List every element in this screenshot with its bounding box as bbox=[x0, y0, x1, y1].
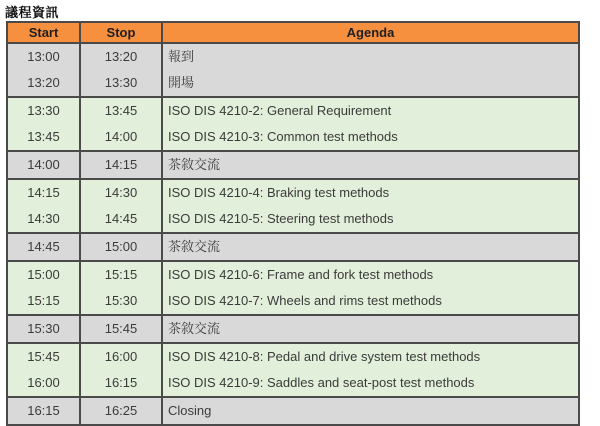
table-header-row bbox=[8, 23, 578, 44]
start-cell: 13:30 bbox=[8, 98, 81, 124]
agenda-cell: ISO DIS 4210-7: Wheels and rims test methods bbox=[168, 293, 442, 308]
stop-cell: 16:25 bbox=[81, 398, 163, 424]
table-row bbox=[8, 288, 578, 314]
column-header-agenda: Agenda bbox=[346, 25, 395, 40]
table-row bbox=[8, 316, 578, 342]
page-title: 議程資訊 bbox=[5, 5, 60, 20]
row-group bbox=[8, 96, 578, 150]
start-cell: 13:20 bbox=[8, 70, 81, 96]
agenda-cell: 茶敘交流 bbox=[168, 321, 221, 336]
agenda-cell: ISO DIS 4210-8: Pedal and drive system test methods bbox=[168, 349, 481, 364]
stop-cell: 15:45 bbox=[81, 316, 163, 342]
start-cell: 13:00 bbox=[8, 44, 81, 70]
start-cell: 15:30 bbox=[8, 316, 81, 342]
start-cell: 15:00 bbox=[8, 262, 81, 288]
start-cell: 14:30 bbox=[8, 206, 81, 232]
table-row bbox=[8, 98, 578, 124]
start-cell: 15:45 bbox=[8, 344, 81, 370]
table-row bbox=[8, 206, 578, 232]
stop-cell: 14:00 bbox=[81, 124, 163, 150]
row-group bbox=[8, 260, 578, 314]
stop-cell: 13:45 bbox=[81, 98, 163, 124]
start-cell: 14:15 bbox=[8, 180, 81, 206]
table-row bbox=[8, 70, 578, 96]
row-group bbox=[8, 44, 578, 96]
agenda-cell: 茶敘交流 bbox=[168, 239, 221, 254]
agenda-cell: 茶敘交流 bbox=[168, 157, 221, 172]
stop-cell: 13:20 bbox=[81, 44, 163, 70]
table-row bbox=[8, 152, 578, 178]
stop-cell: 16:00 bbox=[81, 344, 163, 370]
stop-cell: 14:30 bbox=[81, 180, 163, 206]
table-row bbox=[8, 44, 578, 70]
column-header-start: Start bbox=[8, 23, 81, 42]
column-header-stop: Stop bbox=[81, 23, 163, 42]
agenda-cell: ISO DIS 4210-2: General Requirement bbox=[168, 103, 392, 118]
agenda-cell: 報到 bbox=[168, 49, 195, 64]
stop-cell: 15:15 bbox=[81, 262, 163, 288]
stop-cell: 16:15 bbox=[81, 370, 163, 396]
row-group bbox=[8, 150, 578, 178]
stop-cell: 14:45 bbox=[81, 206, 163, 232]
table-row bbox=[8, 398, 578, 424]
stop-cell: 15:30 bbox=[81, 288, 163, 314]
start-cell: 13:45 bbox=[8, 124, 81, 150]
agenda-table-body bbox=[8, 44, 578, 424]
table-row bbox=[8, 370, 578, 396]
agenda-cell: ISO DIS 4210-4: Braking test methods bbox=[168, 185, 390, 200]
row-group bbox=[8, 342, 578, 396]
agenda-table bbox=[6, 21, 580, 426]
agenda-cell: Closing bbox=[168, 403, 212, 418]
row-group bbox=[8, 314, 578, 342]
agenda-cell: ISO DIS 4210-9: Saddles and seat-post test methods bbox=[168, 375, 475, 390]
table-row bbox=[8, 262, 578, 288]
table-row bbox=[8, 234, 578, 260]
stop-cell: 14:15 bbox=[81, 152, 163, 178]
start-cell: 14:45 bbox=[8, 234, 81, 260]
agenda-cell: ISO DIS 4210-3: Common test methods bbox=[168, 129, 398, 144]
start-cell: 15:15 bbox=[8, 288, 81, 314]
start-cell: 14:00 bbox=[8, 152, 81, 178]
table-row bbox=[8, 344, 578, 370]
table-row bbox=[8, 124, 578, 150]
table-row bbox=[8, 180, 578, 206]
agenda-cell: 開場 bbox=[168, 75, 195, 90]
start-cell: 16:15 bbox=[8, 398, 81, 424]
stop-cell: 15:00 bbox=[81, 234, 163, 260]
row-group bbox=[8, 232, 578, 260]
agenda-cell: ISO DIS 4210-5: Steering test methods bbox=[168, 211, 394, 226]
start-cell: 16:00 bbox=[8, 370, 81, 396]
agenda-cell: ISO DIS 4210-6: Frame and fork test methods bbox=[168, 267, 434, 282]
row-group bbox=[8, 396, 578, 424]
row-group bbox=[8, 178, 578, 232]
stop-cell: 13:30 bbox=[81, 70, 163, 96]
